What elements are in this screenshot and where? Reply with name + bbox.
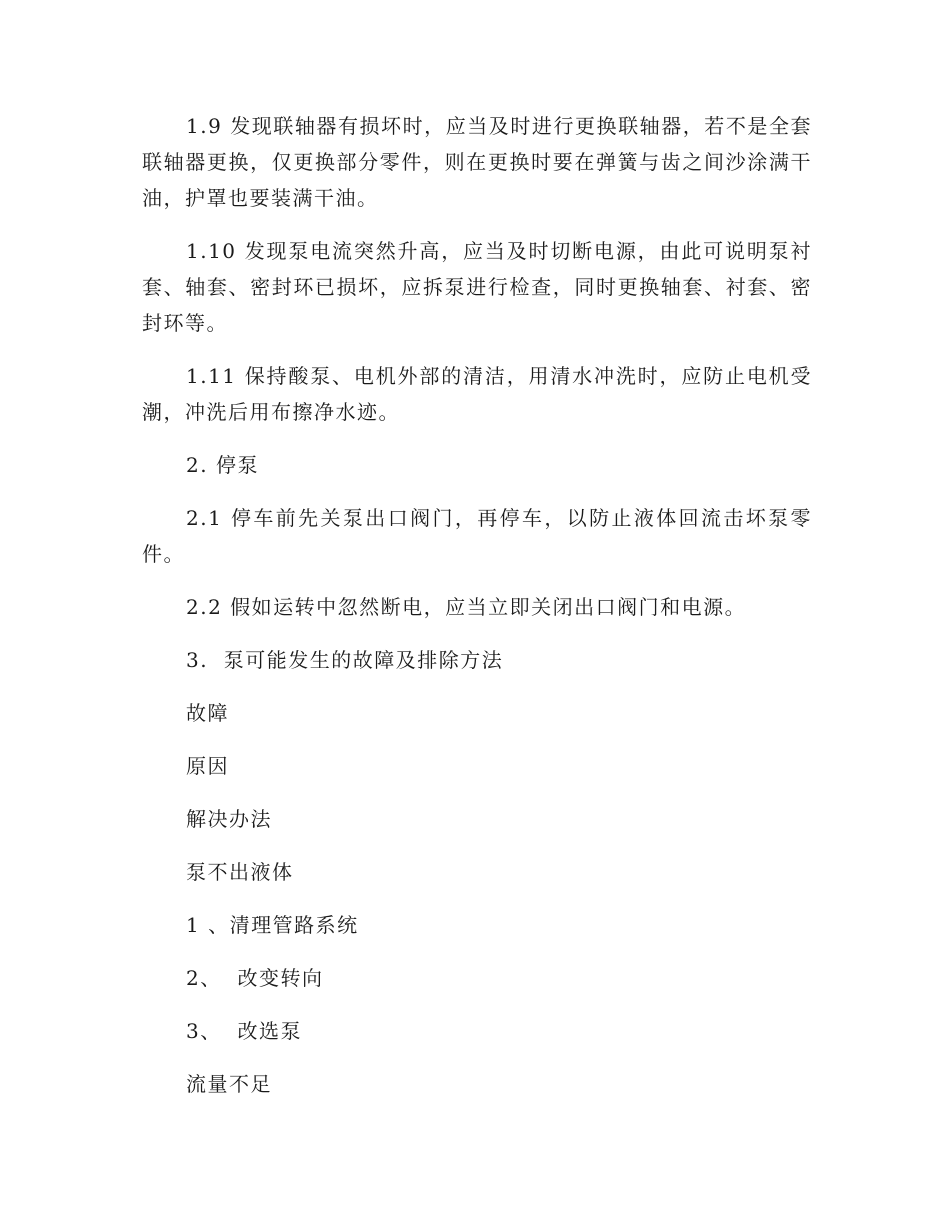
table-header-solution: 解决办法 — [186, 807, 272, 831]
paragraph-2-1: 2.1 停车前先关泵出口阀门，再停车，以防止液体回流击坏泵零件。 — [142, 506, 812, 566]
paragraph-1-10: 1.10 发现泵电流突然升高，应当及时切断电源，由此可说明泵衬套、轴套、密封环已损坏，应拆泵进行检查，同时更换轴套、衬套、密封环等。 — [142, 239, 812, 335]
section-heading-faults: 3. 泵可能发生的故障及排除方法 — [186, 648, 504, 672]
paragraph-1-11: 1.11 保持酸泵、电机外部的清洁，用清水冲洗时，应防止电机受潮，冲洗后用布擦净水迹。 — [142, 364, 812, 424]
solution-item-3: 3、 改选泵 — [186, 1019, 302, 1043]
fault-no-liquid: 泵不出液体 — [186, 860, 294, 884]
paragraph-1-9: 1.9 发现联轴器有损坏时，应当及时进行更换联轴器，若不是全套联轴器更换，仅更换部分零件，则在更换时要在弹簧与齿之间沙涂满干油，护罩也要装满干油。 — [142, 114, 812, 210]
table-header-cause: 原因 — [186, 754, 229, 778]
fault-insufficient-flow: 流量不足 — [186, 1072, 272, 1096]
table-header-fault: 故障 — [186, 701, 229, 725]
section-heading-stop-pump: 2. 停泵 — [186, 453, 259, 477]
document-body — [142, 108, 812, 1102]
solution-item-1: 1 、清理管路系统 — [186, 913, 359, 937]
solution-item-2: 2、 改变转向 — [186, 966, 324, 990]
paragraph-2-2: 2.2 假如运转中忽然断电，应当立即关闭出口阀门和电源。 — [186, 595, 747, 619]
